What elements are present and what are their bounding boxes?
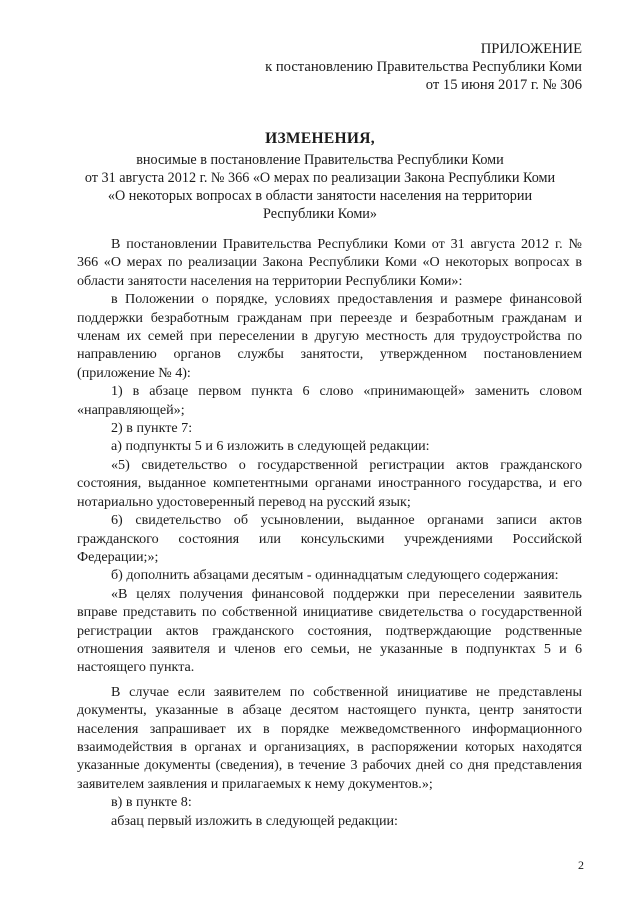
- appendix-header: [265, 40, 582, 94]
- body-paragraph: «В целях получения финансовой поддержки при переселении заявитель вправе представить по собственной инициативе свидетельства о государственной регистрации актов гражданского состояния, подтверждающие родственные отношения заявителя и членов его семьи, не указанные в подпунктах 5 и 6 настоящего пункта.: [77, 585, 582, 676]
- body-paragraph: б) дополнить абзацами десятым - одиннадцатым следующего содержания:: [111, 567, 559, 584]
- appendix-resolution: к постановлению Правительства Республики Коми: [265, 59, 582, 75]
- page-number: 2: [578, 858, 584, 872]
- body-paragraph: в Положении о порядке, условиях предоставления и размере финансовой поддержки безработным гражданам при переезде и безработным гражданам и членам их семей при переселении в другую местность для трудоустройства по направлению органов службы занятости, утвержденном постановлением (приложение № 4):: [77, 291, 582, 381]
- appendix-date: от 15 июня 2017 г. № 306: [425, 77, 582, 93]
- heading-line-3: «О некоторых вопросах в области занятости населения на территории: [107, 188, 533, 204]
- body-paragraph: 2) в пункте 7:: [111, 420, 193, 437]
- heading-line-1: вносимые в постановление Правительства Республики Коми: [136, 152, 504, 168]
- heading-line-2: от 31 августа 2012 г. № 366 «О мерах по реализации Закона Республики Коми: [84, 170, 556, 186]
- body-paragraph: 1) в абзаце первом пункта 6 слово «принимающей» заменить словом «направляющей»;: [77, 383, 582, 418]
- document-heading: [58, 130, 582, 223]
- body-paragraph: В случае если заявителем по собственной инициативе не представлены документы, указанные в абзаце десятом настоящего пункта, центр занятости населения запрашивает их в порядке межведомственного информационного взаимодействия в органах и организациях, в распоряжении которых находятся указанные документы (сведения), в течение 3 рабочих дней со дня представления заявителем заявления и прилагаемых к нему документов.»;: [77, 683, 582, 792]
- body-paragraph: абзац первый изложить в следующей редакции:: [111, 812, 398, 829]
- document-title: ИЗМЕНЕНИЯ,: [265, 130, 375, 147]
- body-paragraph: В постановлении Правительства Республики Коми от 31 августа 2012 г. № 366 «О мерах по реализации Закона Республики Коми «О некоторых вопросах в области занятости населения на территории Республики Коми»:: [77, 236, 582, 289]
- body-paragraph: «5) свидетельство о государственной регистрации актов гражданского состояния, выданное компетентными органами иностранного государства, и его нотариально удостоверенный перевод на русский язык;: [77, 456, 582, 510]
- heading-line-4: Республики Коми»: [263, 206, 377, 222]
- body-paragraph: а) подпункты 5 и 6 изложить в следующей редакции:: [111, 438, 430, 455]
- body-paragraph: в) в пункте 8:: [111, 794, 192, 811]
- document-body: [77, 235, 582, 830]
- appendix-label: ПРИЛОЖЕНИЕ: [480, 41, 582, 57]
- body-paragraph: 6) свидетельство об усыновлении, выданное органами записи актов гражданского состояния или консульскими учреждениями Российской Федерации;»;: [77, 512, 582, 565]
